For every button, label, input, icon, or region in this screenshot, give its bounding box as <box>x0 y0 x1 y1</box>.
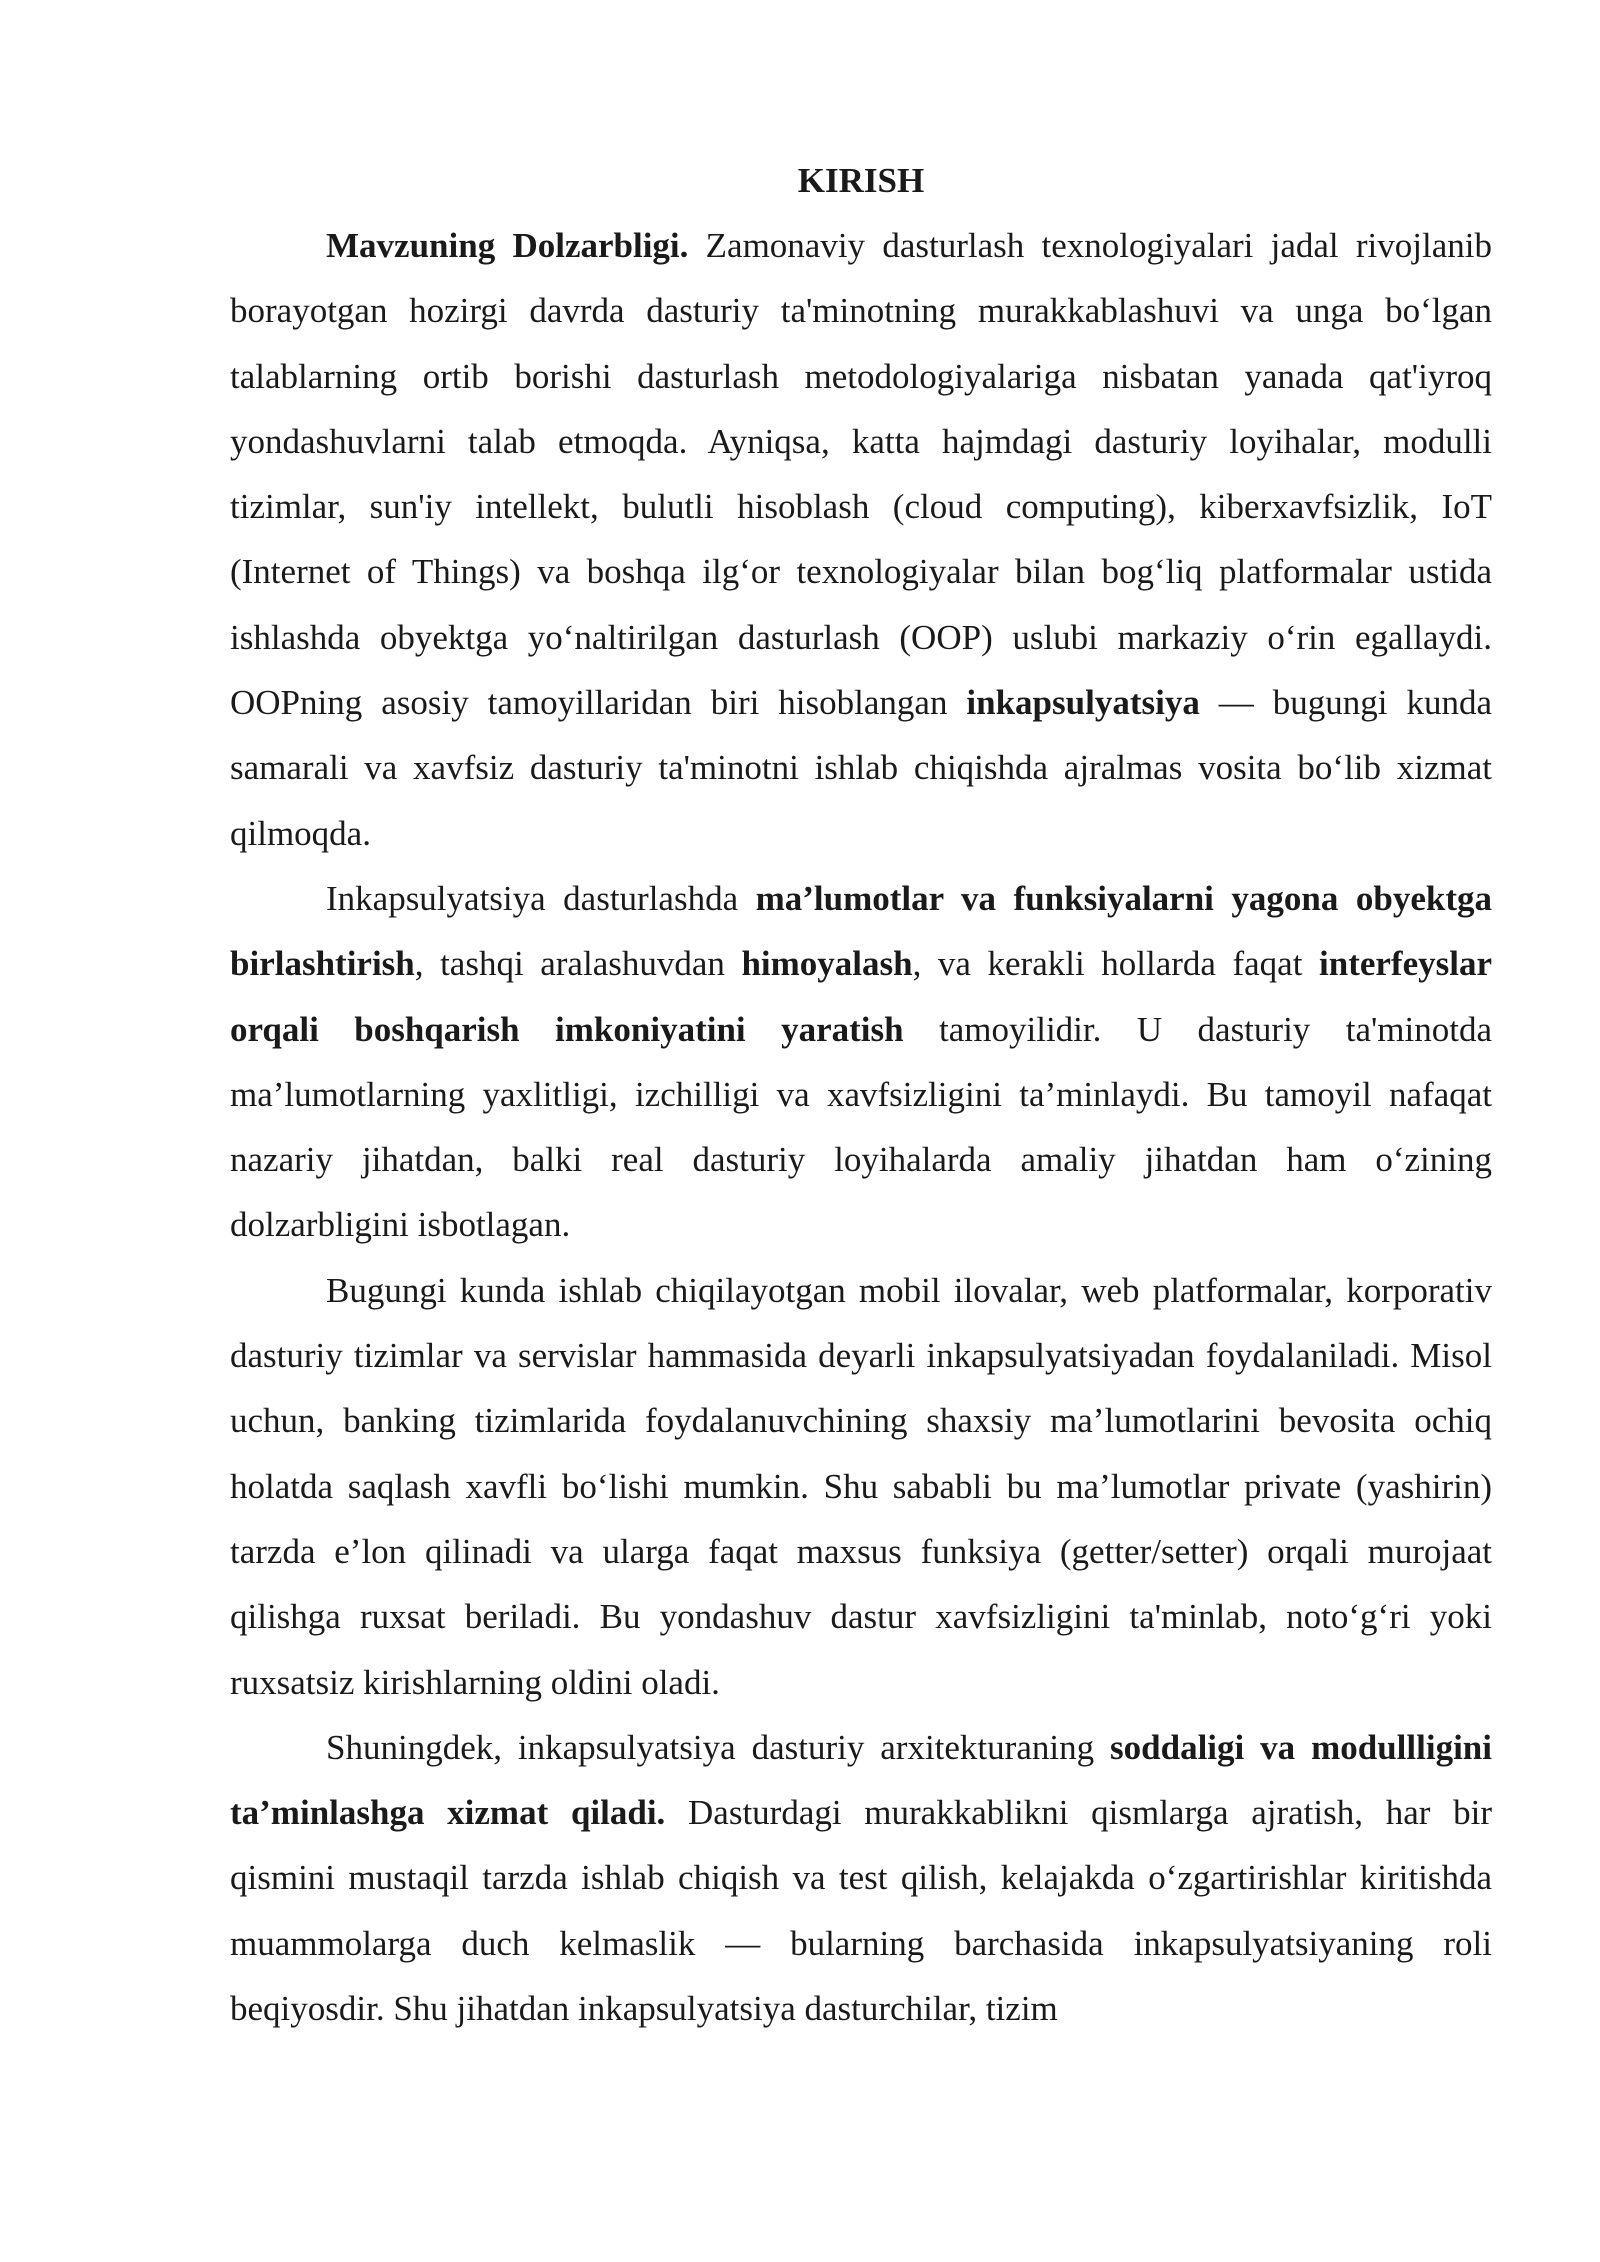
relevance-heading: Mavzuning Dolzarbligi. <box>326 226 689 265</box>
paragraph-relevance <box>230 213 1492 866</box>
bold-term: himoyalash <box>741 944 913 984</box>
bold-term: inkapsulyatsiya <box>966 683 1200 723</box>
paragraph-text: — bugungi kunda samarali va xavfsiz dasturiy ta'minotni ishlab chiqishda ajralmas vosita bo‘lib xizmat qilmoqda. <box>230 683 1492 853</box>
page-title: KIRISH <box>797 161 925 200</box>
document-page <box>230 148 1492 2041</box>
paragraph-text: Bugungi kunda ishlab chiqilayotgan mobil ilovalar, web platformalar, korporativ dasturiy tizimlar va servislar hammasida deyarli inkapsulyatsiyadan foydalaniladi. Misol uchun, banking tizimlarida foydalanuvchining shaxsiy ma’lumotlarini bevosita ochiq holatda saqlash xavfli bo‘lishi mumkin. Shu sababli bu ma’lumotlar private (yashirin) tarzda e’lon qilinadi va ularga faqat maxsus funksiya (getter/setter) orqali murojaat qilishga ruxsat beriladi. Bu yondashuv dastur xavfsizligini ta'minlab, noto‘g‘ri yoki ruxsatsiz kirishlarning oldini oladi. <box>230 1270 1492 1702</box>
paragraph-definition <box>230 866 1492 1258</box>
paragraph-text: , va kerakli hollarda faqat <box>912 944 1320 984</box>
bold-term: ma’lumotlar va funksiyalarni yagona obyektga birlashtirish <box>230 878 1492 984</box>
paragraph-text: Shuningdek, inkapsulyatsiya dasturiy arxitekturaning <box>326 1727 1111 1767</box>
paragraph-text: tamoyilidir. U dasturiy ta'minotda ma’lumotlarning yaxlitligi, izchilligi va xavfsizligini ta’minlaydi. Bu tamoyil nafaqat nazariy jihatdan, balki real dasturiy loyihalarda amaliy jihatdan ham o‘zining dolzarbligini isbotlagan. <box>230 1009 1492 1245</box>
paragraph-text: Zamonaviy dasturlash texnologiyalari jadal rivojlanib borayotgan hozirgi davrda dasturiy ta'minotning murakkablashuvi va unga bo‘lgan talablarning ortib borishi dasturlash metodologiyalariga nisbatan yanada qat'iyroq yondashuvlarni talab etmoqda. Ayniqsa, katta hajmdagi dasturiy loyihalar, modulli tizimlar, sun'iy intellekt, bulutli hisoblash (cloud computing), kiberxavfsizlik, IoT (Internet of Things) va boshqa ilg‘or texnologiyalar bilan bog‘liq platformalar ustida ishlashda obyektga yo‘naltirilgan dasturlash (OOP) uslubi markaziy o‘rin egallaydi. OOPning asosiy tamoyillaridan biri hisoblangan <box>230 226 1492 723</box>
paragraph-architecture <box>230 1715 1492 2041</box>
bold-term: interfeyslar orqali boshqarish imkoniyatini yaratish <box>230 944 1492 1049</box>
paragraph-text: , tashqi aralashuvdan <box>414 944 742 984</box>
paragraph-examples <box>230 1258 1492 1715</box>
paragraph-text: Inkapsulyatsiya dasturlashda <box>326 878 756 918</box>
bold-term: soddaligi va modullligini ta’minlashga xizmat qiladi. <box>230 1727 1492 1833</box>
paragraph-text: Dasturdagi murakkablikni qismlarga ajratish, har bir qismini mustaqil tarzda ishlab chiqish va test qilish, kelajakda o‘zgartirishlar kiritishda muammolarga duch kelmaslik — bularning barchasida inkapsulyatsiyaning roli beqiyosdir. Shu jihatdan inkapsulyatsiya dasturchilar, tizim <box>230 1793 1492 2029</box>
